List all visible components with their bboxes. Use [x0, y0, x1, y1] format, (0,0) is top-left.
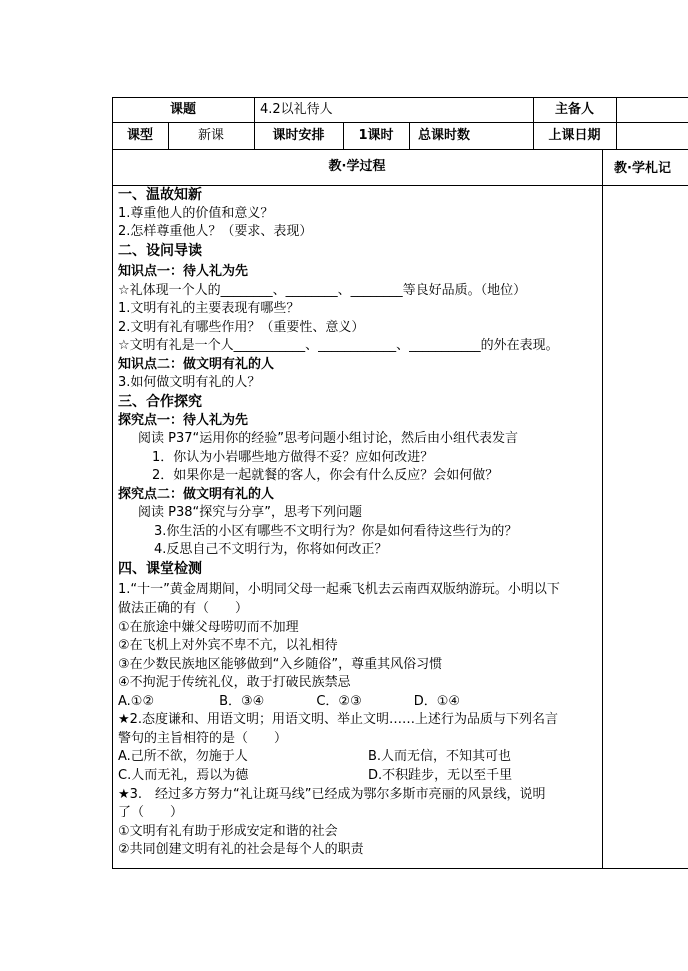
col-divider [409, 122, 410, 149]
review-question-1: 1.尊重他人的价值和意义？ [118, 205, 274, 221]
test-1-statement-3: ③在少数民族地区能够做到“入乡随俗”，尊重其风俗习惯 [118, 656, 443, 672]
knowledge-point-1-fill-1: ☆礼体现一个人的________、________、________等良好品质。（地位） [118, 282, 527, 298]
label-topic: 课题 [169, 102, 196, 117]
test-1-stem-line-2: 做法正确的有（ ） [118, 601, 249, 617]
label-class-date: 上课日期 [548, 128, 601, 143]
schedule-value: 1课时 [358, 128, 394, 143]
section-cooperative-title: 三、合作探究 [118, 394, 202, 411]
label-schedule: 课时安排 [272, 128, 325, 143]
label-total-hours: 总课时数 [418, 128, 471, 143]
section-review-title: 一、温故知新 [118, 187, 202, 203]
section-guided-reading-title: 二、设问导读 [118, 242, 202, 259]
notes-title: 教·学札记 [614, 161, 671, 176]
knowledge-point-1-fill-2: ☆文明有礼是一个人___________、____________、___________的外在表现。 [118, 338, 559, 354]
test-1-stem-line-1: 1.“十一”黄金周期间，小明同父母一起乘飞机去云南西双版纳游玩。小明以下 [118, 582, 560, 598]
lesson-content [118, 186, 602, 860]
explore-point-1-question-2: 2．如果你是一起就餐的客人，你会有什么反应？会如何做？ [152, 468, 499, 484]
review-question-2: 2.怎样尊重他人？（要求、表现） [118, 224, 313, 240]
test-2-option-c: C.人而无礼，焉以为德 [118, 767, 249, 783]
explore-point-2-reading: 阅读 P38“探究与分享”，思考下列问题 [138, 505, 362, 521]
label-type: 课型 [126, 128, 153, 143]
col-divider [616, 97, 617, 122]
col-divider [616, 122, 617, 149]
explore-point-1-question-1: 1．你认为小岩哪些地方做得不妥？应如何改进？ [152, 449, 434, 465]
explore-point-2-question-3: 3.你生活的小区有哪些不文明行为？你是如何看待这些行为的？ [154, 523, 518, 539]
test-3-statement-1: ①文明有礼有助于形成安定和谐的社会 [118, 823, 338, 839]
test-1-statement-2: ②在飞机上对外宾不卑不亢，以礼相待 [118, 638, 338, 654]
label-preparer: 主备人 [554, 102, 594, 117]
test-2-option-b: B.人而无信，不知其可也 [368, 749, 512, 765]
test-3-stem-line-2: 了（ ） [118, 805, 184, 821]
knowledge-point-2-question-3: 3.如何做文明有礼的人？ [118, 375, 261, 391]
test-2-option-d: D.不积跬步，无以至千里 [368, 767, 513, 783]
col-divider [254, 97, 255, 122]
test-2-options-row-2 [118, 767, 602, 786]
type-value: 新课 [197, 128, 224, 143]
process-title: 教·学过程 [328, 159, 386, 174]
test-2-option-a: A.己所不欲，勿施于人 [118, 749, 248, 765]
test-2-options-row-1 [118, 748, 602, 767]
knowledge-point-1-title: 知识点一：待人礼为先 [118, 264, 249, 280]
notes-column-divider [602, 149, 603, 869]
test-1-statement-1: ①在旅途中嫌父母唠叨而不加理 [118, 619, 299, 635]
explore-point-1-reading: 阅读 P37“运用你的经验”思考问题小组讨论，然后由小组代表发言 [138, 431, 518, 447]
test-3-stem-line-1: ★3. 经过多方努力“礼让斑马线”已经成为鄂尔多斯市亮丽的风景线，说明 [118, 786, 546, 802]
section-class-test-title: 四、课堂检测 [118, 560, 202, 577]
explore-point-1-title: 探究点一：待人礼为先 [118, 412, 249, 428]
test-2-stem-line-1: ★2.态度谦和、用语文明；用语文明、举止文明……上述行为品质与下列名言 [118, 712, 559, 728]
topic-value: 4.2以礼待人 [260, 102, 333, 117]
test-3-statement-2: ②共同创建文明有礼的社会是每个人的职责 [118, 842, 364, 858]
test-1-options: A.①② B．③④ C．②③ D．①④ [118, 693, 461, 709]
test-1-statement-4: ④不拘泥于传统礼仪，敢于打破民族禁忌 [118, 675, 351, 691]
explore-point-2-question-4: 4.反思自己不文明行为，你将如何改正？ [154, 542, 388, 558]
explore-point-2-title: 探究点二：做文明有礼的人 [118, 486, 275, 502]
row-divider-1 [112, 122, 688, 123]
knowledge-point-1-question-1: 1.文明有礼的主要表现有哪些？ [118, 301, 300, 317]
knowledge-point-2-title: 知识点二：做文明有礼的人 [118, 356, 275, 372]
knowledge-point-1-question-2: 2.文明有礼有哪些作用？（重要性、意义） [118, 319, 365, 335]
test-2-stem-line-2: 警句的主旨相符的是（ ） [118, 730, 288, 746]
